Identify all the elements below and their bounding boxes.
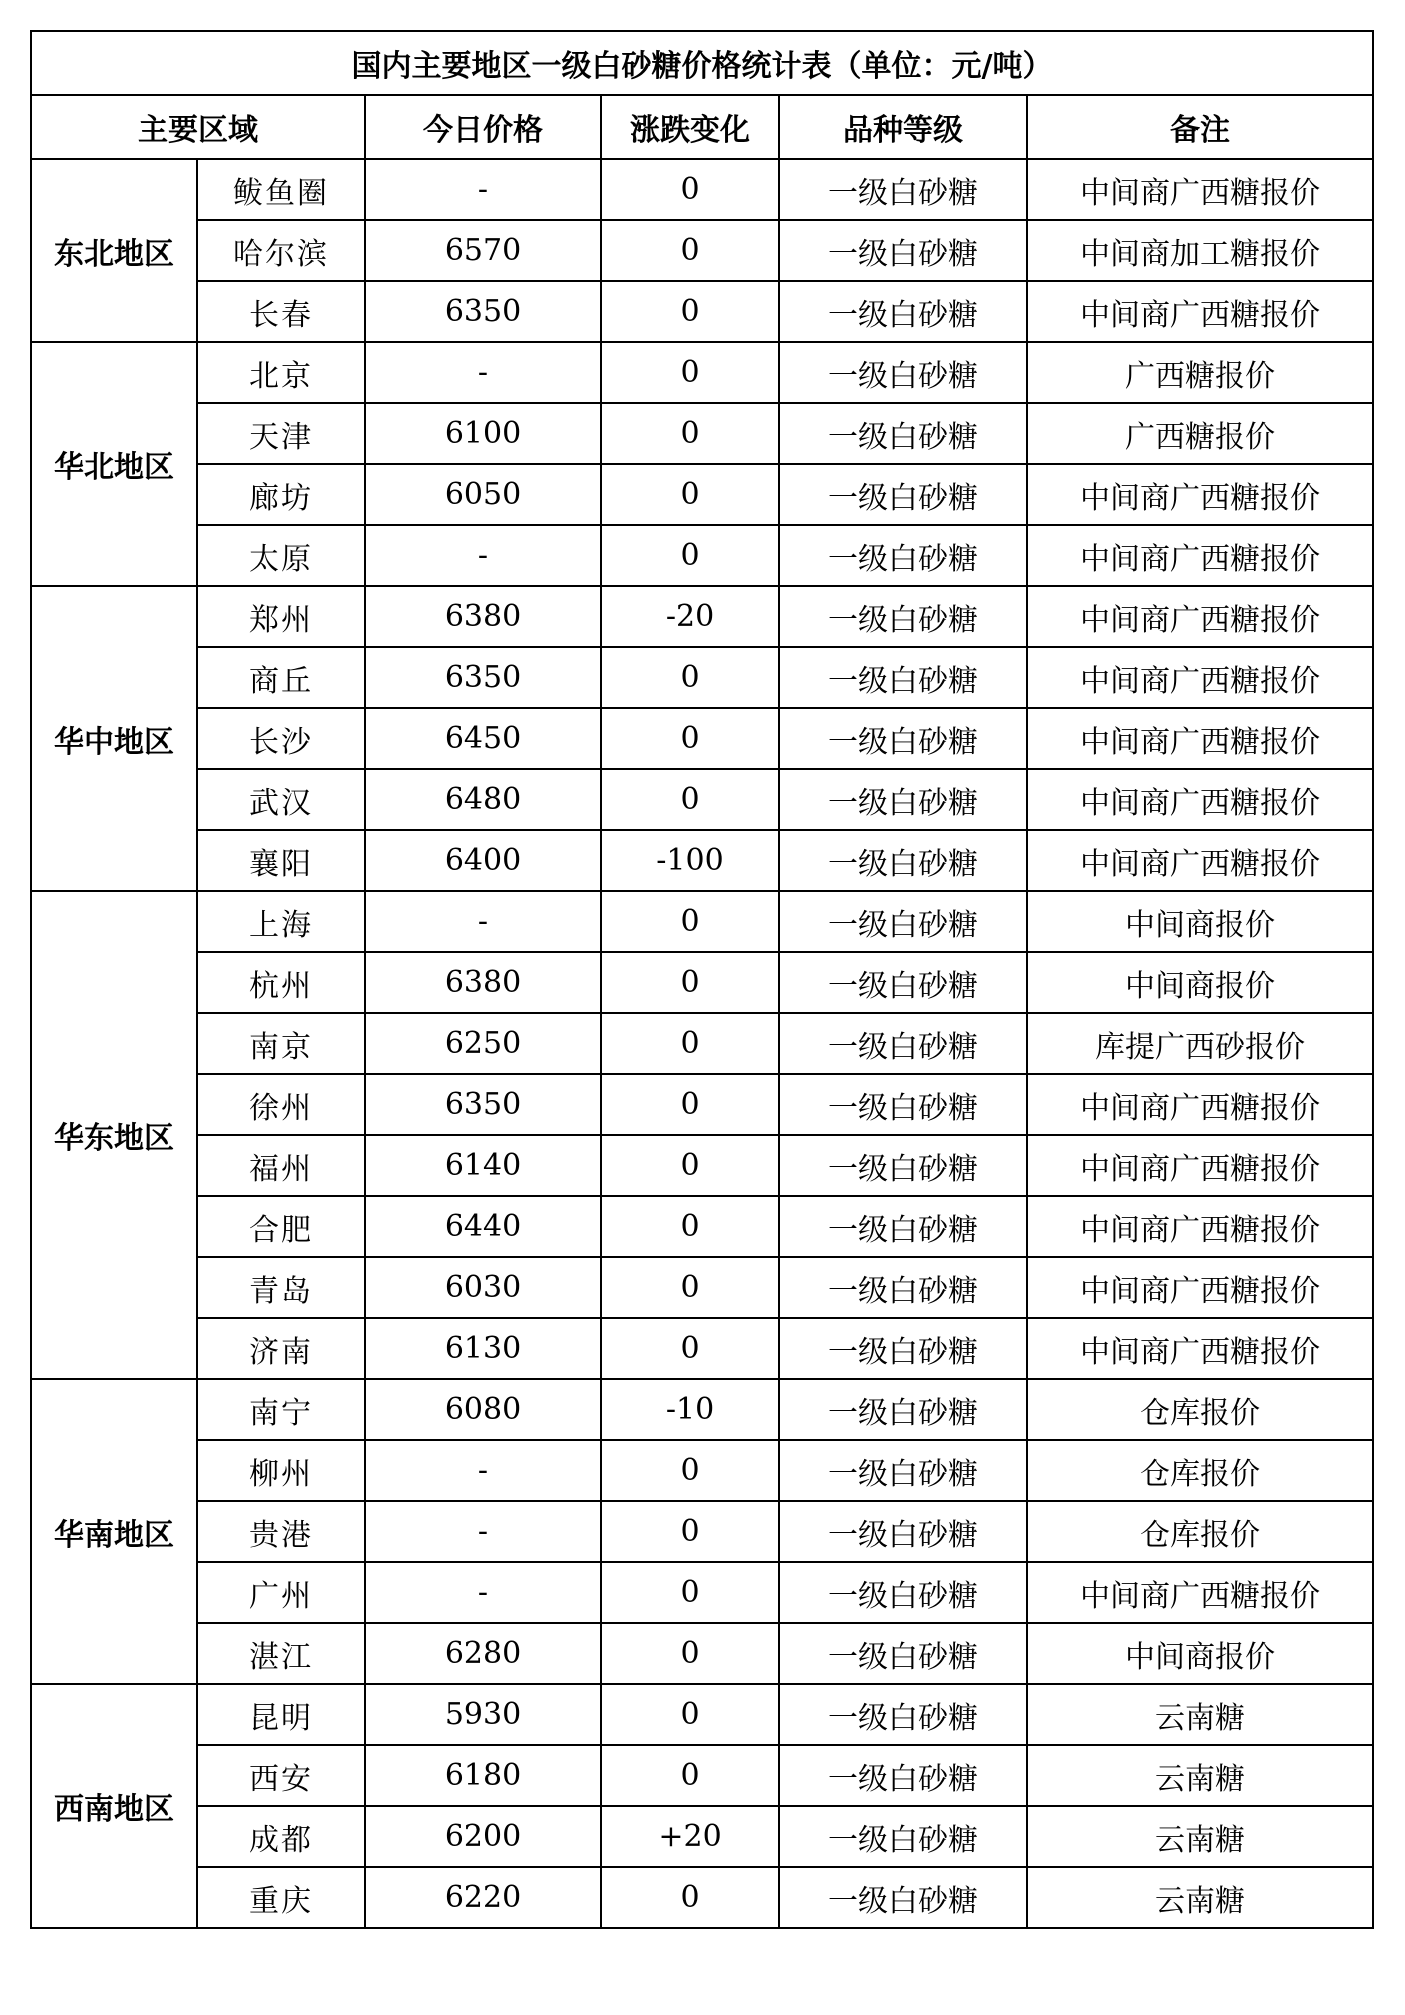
note-cell: 中间商广西糖报价 — [1027, 1318, 1373, 1379]
note-cell: 云南糖 — [1027, 1867, 1373, 1928]
header-grade: 品种等级 — [779, 95, 1027, 159]
change-cell: 0 — [601, 769, 779, 830]
grade-cell: 一级白砂糖 — [779, 1196, 1027, 1257]
price-cell: 6380 — [365, 586, 601, 647]
city-cell: 哈尔滨 — [197, 220, 365, 281]
table-row — [31, 830, 1373, 891]
table-row — [31, 1135, 1373, 1196]
price-cell: - — [365, 1440, 601, 1501]
grade-cell: 一级白砂糖 — [779, 586, 1027, 647]
change-cell: 0 — [601, 1257, 779, 1318]
change-cell: 0 — [601, 647, 779, 708]
table-row — [31, 1806, 1373, 1867]
table-row — [31, 1440, 1373, 1501]
note-cell: 中间商广西糖报价 — [1027, 1562, 1373, 1623]
note-cell: 中间商广西糖报价 — [1027, 1135, 1373, 1196]
city-cell: 湛江 — [197, 1623, 365, 1684]
grade-cell: 一级白砂糖 — [779, 281, 1027, 342]
grade-cell: 一级白砂糖 — [779, 220, 1027, 281]
price-cell: 6380 — [365, 952, 601, 1013]
grade-cell: 一级白砂糖 — [779, 1318, 1027, 1379]
table-body — [31, 159, 1373, 1928]
city-cell: 重庆 — [197, 1867, 365, 1928]
price-cell: 6220 — [365, 1867, 601, 1928]
table-row — [31, 1013, 1373, 1074]
table-row — [31, 708, 1373, 769]
price-cell: 6450 — [365, 708, 601, 769]
note-cell: 中间商广西糖报价 — [1027, 1257, 1373, 1318]
table-row — [31, 952, 1373, 1013]
grade-cell: 一级白砂糖 — [779, 1562, 1027, 1623]
grade-cell: 一级白砂糖 — [779, 769, 1027, 830]
city-cell: 商丘 — [197, 647, 365, 708]
price-cell: 6050 — [365, 464, 601, 525]
note-cell: 中间商广西糖报价 — [1027, 708, 1373, 769]
header-note: 备注 — [1027, 95, 1373, 159]
change-cell: 0 — [601, 891, 779, 952]
header-change: 涨跌变化 — [601, 95, 779, 159]
price-cell: 6130 — [365, 1318, 601, 1379]
note-cell: 中间商广西糖报价 — [1027, 281, 1373, 342]
price-cell: 6280 — [365, 1623, 601, 1684]
price-cell: 6140 — [365, 1135, 601, 1196]
note-cell: 云南糖 — [1027, 1806, 1373, 1867]
price-cell: 6400 — [365, 830, 601, 891]
price-cell: 5930 — [365, 1684, 601, 1745]
grade-cell: 一级白砂糖 — [779, 1013, 1027, 1074]
header-row — [31, 95, 1373, 159]
city-cell: 太原 — [197, 525, 365, 586]
table-row — [31, 1196, 1373, 1257]
city-cell: 徐州 — [197, 1074, 365, 1135]
table-row — [31, 1318, 1373, 1379]
region-cell: 华东地区 — [31, 891, 197, 1379]
note-cell: 中间商广西糖报价 — [1027, 769, 1373, 830]
change-cell: -20 — [601, 586, 779, 647]
table-row — [31, 1623, 1373, 1684]
grade-cell: 一级白砂糖 — [779, 464, 1027, 525]
region-cell: 西南地区 — [31, 1684, 197, 1928]
change-cell: 0 — [601, 464, 779, 525]
note-cell: 仓库报价 — [1027, 1379, 1373, 1440]
change-cell: 0 — [601, 1684, 779, 1745]
region-cell: 东北地区 — [31, 159, 197, 342]
change-cell: 0 — [601, 220, 779, 281]
change-cell: 0 — [601, 1623, 779, 1684]
city-cell: 襄阳 — [197, 830, 365, 891]
table-row — [31, 464, 1373, 525]
title-row — [31, 31, 1373, 95]
table-title: 国内主要地区一级白砂糖价格统计表（单位：元/吨） — [31, 31, 1373, 95]
table-row — [31, 159, 1373, 220]
city-cell: 济南 — [197, 1318, 365, 1379]
city-cell: 鲅鱼圈 — [197, 159, 365, 220]
price-cell: 6350 — [365, 1074, 601, 1135]
grade-cell: 一级白砂糖 — [779, 1440, 1027, 1501]
city-cell: 西安 — [197, 1745, 365, 1806]
change-cell: 0 — [601, 1135, 779, 1196]
city-cell: 南宁 — [197, 1379, 365, 1440]
header-price: 今日价格 — [365, 95, 601, 159]
note-cell: 中间商广西糖报价 — [1027, 647, 1373, 708]
grade-cell: 一级白砂糖 — [779, 952, 1027, 1013]
table-row — [31, 403, 1373, 464]
grade-cell: 一级白砂糖 — [779, 1135, 1027, 1196]
table-row — [31, 281, 1373, 342]
city-cell: 昆明 — [197, 1684, 365, 1745]
city-cell: 上海 — [197, 891, 365, 952]
price-cell: - — [365, 525, 601, 586]
note-cell: 云南糖 — [1027, 1684, 1373, 1745]
change-cell: 0 — [601, 1562, 779, 1623]
grade-cell: 一级白砂糖 — [779, 1623, 1027, 1684]
change-cell: 0 — [601, 342, 779, 403]
change-cell: -10 — [601, 1379, 779, 1440]
region-cell: 华北地区 — [31, 342, 197, 586]
note-cell: 中间商广西糖报价 — [1027, 1074, 1373, 1135]
table-row — [31, 1257, 1373, 1318]
price-cell: 6100 — [365, 403, 601, 464]
note-cell: 中间商广西糖报价 — [1027, 525, 1373, 586]
table-row — [31, 525, 1373, 586]
table-row — [31, 1379, 1373, 1440]
grade-cell: 一级白砂糖 — [779, 525, 1027, 586]
city-cell: 长沙 — [197, 708, 365, 769]
city-cell: 南京 — [197, 1013, 365, 1074]
grade-cell: 一级白砂糖 — [779, 708, 1027, 769]
change-cell: 0 — [601, 1196, 779, 1257]
grade-cell: 一级白砂糖 — [779, 891, 1027, 952]
grade-cell: 一级白砂糖 — [779, 1745, 1027, 1806]
note-cell: 仓库报价 — [1027, 1501, 1373, 1562]
grade-cell: 一级白砂糖 — [779, 1806, 1027, 1867]
note-cell: 中间商广西糖报价 — [1027, 1196, 1373, 1257]
change-cell: 0 — [601, 1745, 779, 1806]
price-cell: - — [365, 1562, 601, 1623]
note-cell: 中间商广西糖报价 — [1027, 586, 1373, 647]
city-cell: 成都 — [197, 1806, 365, 1867]
table-row — [31, 1867, 1373, 1928]
change-cell: 0 — [601, 1440, 779, 1501]
note-cell: 中间商广西糖报价 — [1027, 830, 1373, 891]
city-cell: 贵港 — [197, 1501, 365, 1562]
table-row — [31, 342, 1373, 403]
sugar-price-table — [30, 30, 1374, 1929]
header-region: 主要区域 — [31, 95, 365, 159]
note-cell: 中间商报价 — [1027, 1623, 1373, 1684]
table-row — [31, 1074, 1373, 1135]
city-cell: 武汉 — [197, 769, 365, 830]
price-cell: 6250 — [365, 1013, 601, 1074]
price-cell: - — [365, 159, 601, 220]
change-cell: 0 — [601, 525, 779, 586]
table-row — [31, 647, 1373, 708]
grade-cell: 一级白砂糖 — [779, 1257, 1027, 1318]
grade-cell: 一级白砂糖 — [779, 1074, 1027, 1135]
city-cell: 天津 — [197, 403, 365, 464]
price-cell: - — [365, 891, 601, 952]
city-cell: 柳州 — [197, 1440, 365, 1501]
table-row — [31, 891, 1373, 952]
region-cell: 华南地区 — [31, 1379, 197, 1684]
note-cell: 中间商加工糖报价 — [1027, 220, 1373, 281]
region-cell: 华中地区 — [31, 586, 197, 891]
note-cell: 中间商报价 — [1027, 952, 1373, 1013]
price-cell: 6080 — [365, 1379, 601, 1440]
price-cell: 6440 — [365, 1196, 601, 1257]
note-cell: 云南糖 — [1027, 1745, 1373, 1806]
city-cell: 杭州 — [197, 952, 365, 1013]
city-cell: 合肥 — [197, 1196, 365, 1257]
city-cell: 长春 — [197, 281, 365, 342]
change-cell: 0 — [601, 1013, 779, 1074]
grade-cell: 一级白砂糖 — [779, 1867, 1027, 1928]
note-cell: 广西糖报价 — [1027, 342, 1373, 403]
table-row — [31, 1501, 1373, 1562]
note-cell: 广西糖报价 — [1027, 403, 1373, 464]
price-cell: 6350 — [365, 647, 601, 708]
grade-cell: 一级白砂糖 — [779, 1501, 1027, 1562]
change-cell: 0 — [601, 1074, 779, 1135]
note-cell: 中间商报价 — [1027, 891, 1373, 952]
grade-cell: 一级白砂糖 — [779, 1684, 1027, 1745]
grade-cell: 一级白砂糖 — [779, 403, 1027, 464]
price-cell: 6350 — [365, 281, 601, 342]
table-row — [31, 769, 1373, 830]
table-row — [31, 586, 1373, 647]
grade-cell: 一级白砂糖 — [779, 1379, 1027, 1440]
change-cell: -100 — [601, 830, 779, 891]
price-cell: 6200 — [365, 1806, 601, 1867]
grade-cell: 一级白砂糖 — [779, 830, 1027, 891]
price-cell: 6030 — [365, 1257, 601, 1318]
price-cell: 6480 — [365, 769, 601, 830]
change-cell: 0 — [601, 708, 779, 769]
city-cell: 北京 — [197, 342, 365, 403]
change-cell: 0 — [601, 281, 779, 342]
grade-cell: 一级白砂糖 — [779, 647, 1027, 708]
note-cell: 中间商广西糖报价 — [1027, 159, 1373, 220]
note-cell: 仓库报价 — [1027, 1440, 1373, 1501]
change-cell: 0 — [601, 403, 779, 464]
price-cell: 6180 — [365, 1745, 601, 1806]
city-cell: 青岛 — [197, 1257, 365, 1318]
table-row — [31, 1562, 1373, 1623]
change-cell: 0 — [601, 1501, 779, 1562]
change-cell: 0 — [601, 1318, 779, 1379]
city-cell: 福州 — [197, 1135, 365, 1196]
city-cell: 广州 — [197, 1562, 365, 1623]
note-cell: 中间商广西糖报价 — [1027, 464, 1373, 525]
table-row — [31, 1684, 1373, 1745]
note-cell: 库提广西砂报价 — [1027, 1013, 1373, 1074]
change-cell: 0 — [601, 159, 779, 220]
price-cell: 6570 — [365, 220, 601, 281]
table-row — [31, 1745, 1373, 1806]
price-cell: - — [365, 1501, 601, 1562]
table-row — [31, 220, 1373, 281]
change-cell: 0 — [601, 952, 779, 1013]
grade-cell: 一级白砂糖 — [779, 342, 1027, 403]
price-cell: - — [365, 342, 601, 403]
change-cell: 0 — [601, 1867, 779, 1928]
grade-cell: 一级白砂糖 — [779, 159, 1027, 220]
city-cell: 郑州 — [197, 586, 365, 647]
city-cell: 廊坊 — [197, 464, 365, 525]
change-cell: +20 — [601, 1806, 779, 1867]
